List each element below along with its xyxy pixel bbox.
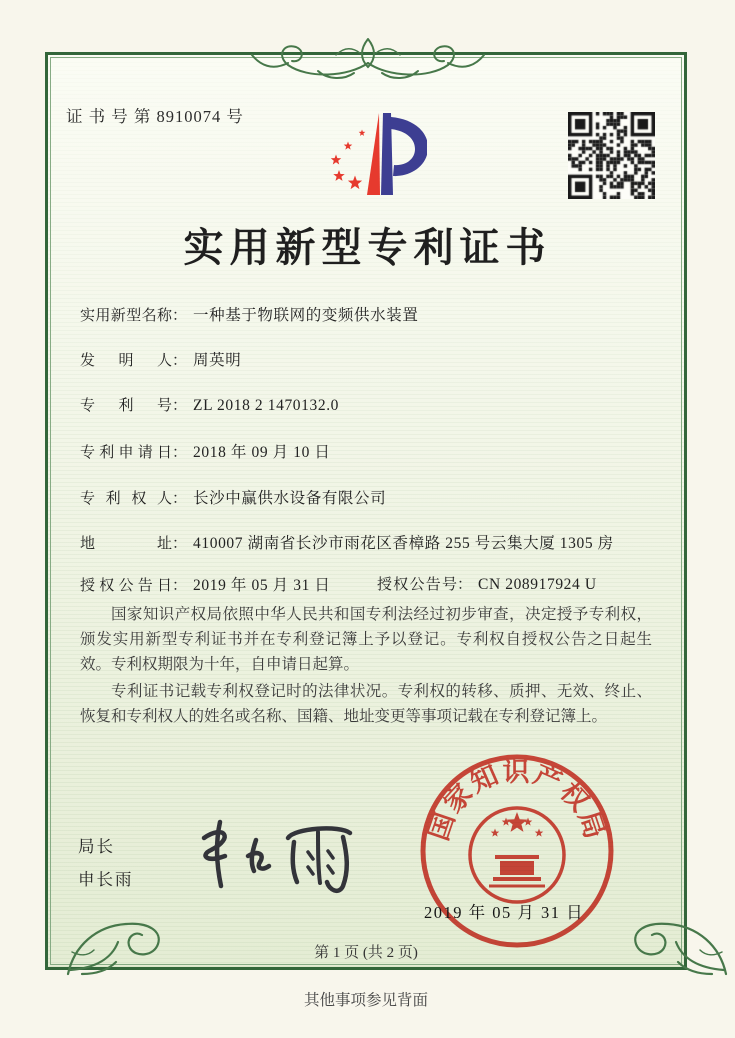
svg-text:国家知识产权局 [423,757,610,844]
field-label: 授权公告号 [377,577,457,593]
seal-arc-text: 国家知识产权局 [423,756,611,845]
bottom-left-flourish [62,912,172,978]
issuer-name: 申长雨 [78,870,134,889]
field-value: 长沙中赢供水设备有限公司 [193,490,387,507]
top-flourish-ornament [248,33,488,85]
field-row-inventor: 发明人： 周英明 [80,348,241,368]
field-label: 地址 [80,536,172,552]
footer-note: 其他事项参见背面 [303,992,428,1009]
field-row-patent-number: 专利号： ZL 2018 2 1470132.0 [80,394,339,414]
field-label: 专利号 [80,398,172,414]
seal-emblem [470,808,564,902]
legal-text [80,602,652,731]
field-label: 专利申请日 [80,445,172,461]
legal-paragraph-2: 专利证书记载专利权登记时的法律状况。专利权的转移、质押、无效、终止、恢复和专利权人的姓名或名称、国籍、地址变更等事项记载在专利登记簿上。 [80,683,652,725]
field-value: 一种基于物联网的变频供水装置 [193,307,419,324]
logo-blue-bowl [390,117,427,176]
certificate-title: 实用新型专利证书 [183,225,552,270]
field-row-patent-name: 实用新型名称： 一种基于物联网的变频供水装置 [80,303,418,323]
field-row-patentee: 专利权人： 长沙中赢供水设备有限公司 [80,486,386,506]
field-row-filing-date: 专利申请日： 2018 年 09 月 10 日 [80,440,331,460]
certificate-number: 证 书 号 第 8910074 号 [66,107,244,126]
field-value: 2019 年 05 月 31 日 [193,577,331,594]
field-value: 周英明 [193,352,242,369]
field-row-grant-number: 授权公告号： CN 208917924 U [377,573,597,593]
issuer-title: 局长 [78,837,115,856]
field-value: ZL 2018 2 1470132.0 [193,397,340,414]
seal-date: 2019 年 05 月 31 日 [424,903,585,922]
field-label: 专利权人 [80,491,172,507]
field-label: 实用新型名称 [80,308,172,324]
field-label: 授权公告日 [80,578,172,594]
bottom-right-flourish [622,912,732,978]
legal-paragraph-1: 国家知识产权局依照中华人民共和国专利法经过初步审查，决定授予专利权，颁发实用新型专利证书并在专利登记簿上予以登记。专利权自授权公告之日起生效。专利权期限为十年，自申请日起算。 [80,606,652,673]
page-number: 第 1 页 (共 2 页) [314,945,418,961]
logo-red-wedge [367,113,380,195]
field-label: 发明人 [80,353,172,369]
field-value: 410007 湖南省长沙市雨花区香樟路 255 号云集大厦 1305 房 [193,535,614,552]
cnipa-logo [303,103,427,203]
field-row-grant-date: 授权公告日： 2019 年 05 月 31 日 [80,573,331,593]
logo-stars [331,130,366,190]
field-row-address: 地址： 410007 湖南省长沙市雨花区香樟路 255 号云集大厦 1305 房 [80,531,614,551]
field-value: 2018 年 09 月 10 日 [193,444,331,461]
signature-shen-changyu [190,810,375,898]
qr-code [568,112,655,199]
field-value: CN 208917924 U [478,576,597,593]
